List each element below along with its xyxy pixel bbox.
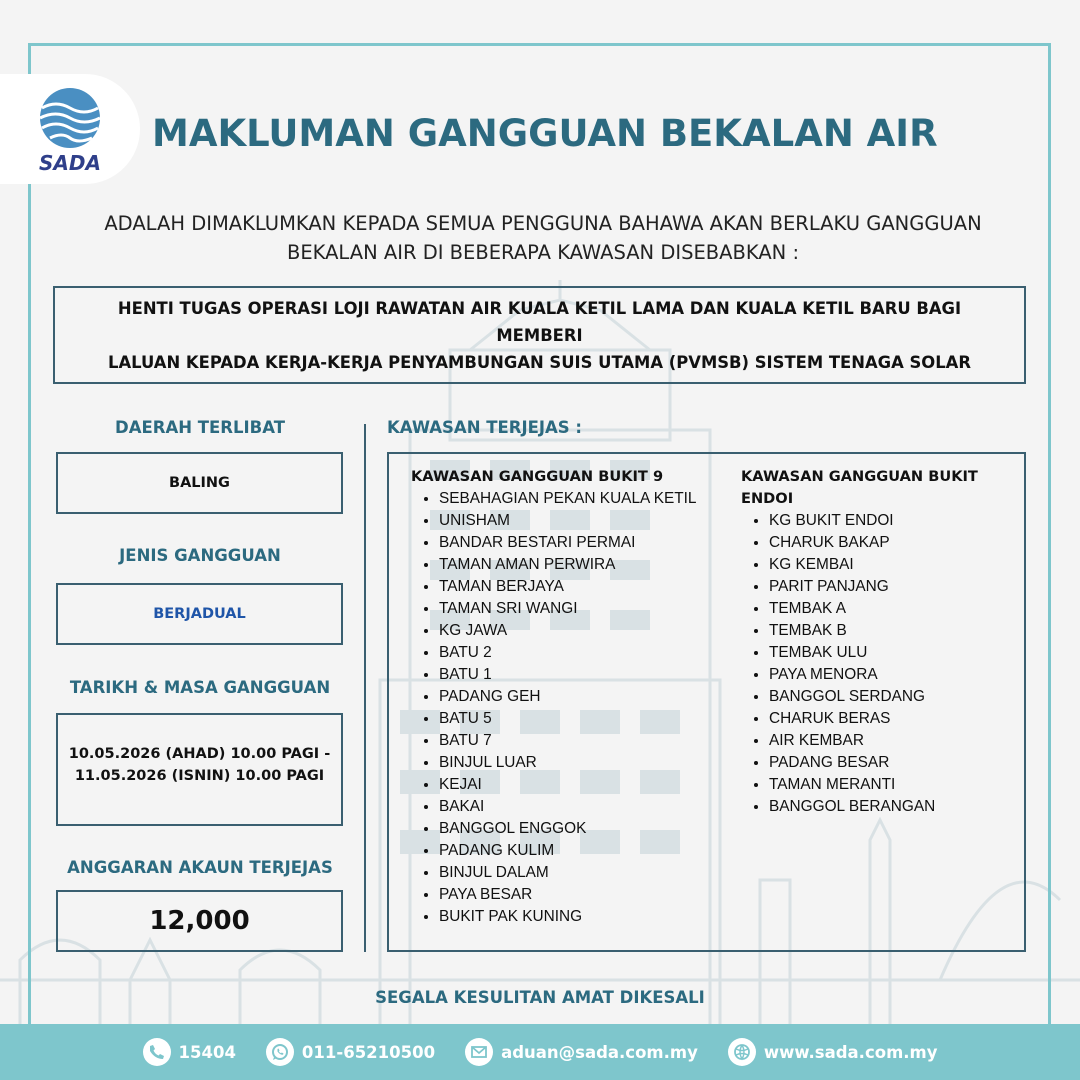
reason-text: [75, 295, 1004, 376]
logo-badge: [0, 74, 140, 184]
area-item: • BATU 7: [439, 730, 711, 752]
area-item: • BATU 1: [439, 664, 711, 686]
zone-title: KAWASAN GANGGUAN BUKIT 9: [411, 468, 664, 485]
intro-line: ADALAH DIMAKLUMKAN KEPADA SEMUA PENGGUNA BAHAWA AKAN BERLAKU GANGGUAN: [104, 212, 982, 235]
area-item: • PAYA BESAR: [439, 884, 711, 906]
area-item: • PADANG KULIM: [439, 840, 711, 862]
contact-website[interactable]: [728, 1038, 938, 1066]
area-item: • BANGGOL SERDANG: [769, 686, 1011, 708]
area-item: • AIR KEMBAR: [769, 730, 1011, 752]
zone-title: [741, 466, 1011, 510]
zone-title-line: ENDOI: [741, 490, 794, 507]
area-item: • KG KEMBAI: [769, 554, 1011, 576]
contact-whatsapp[interactable]: [266, 1038, 435, 1066]
globe-icon: [728, 1038, 756, 1066]
email-icon: [465, 1038, 493, 1066]
affected-areas-label: KAWASAN TERJEJAS :: [387, 418, 583, 437]
area-item: • TEMBAK A: [769, 598, 1011, 620]
contact-text: 011-65210500: [301, 1042, 436, 1062]
contact-text: aduan@sada.com.my: [501, 1042, 698, 1062]
area-item: • BUKIT PAK KUNING: [439, 906, 711, 928]
reason-line: LALUAN KEPADA KERJA-KERJA PENYAMBUNGAN SUIS UTAMA (PVMSB) SISTEM TENAGA SOLAR: [108, 352, 971, 372]
whatsapp-icon: [266, 1038, 294, 1066]
area-item: • BAKAI: [439, 796, 711, 818]
zone-list: [411, 488, 711, 928]
zone-list: [741, 510, 1011, 818]
reason-box: [53, 286, 1026, 384]
datetime-line: 11.05.2026 (ISNIN) 10.00 PAGI: [74, 768, 325, 784]
closing-note: SEGALA KESULITAN AMAT DIKESALI: [375, 988, 705, 1007]
intro-text: [60, 209, 1026, 267]
area-item: • TEMBAK ULU: [769, 642, 1011, 664]
page-title: MAKLUMAN GANGGUAN BEKALAN AIR: [152, 112, 938, 155]
affected-areas-box: [387, 452, 1026, 952]
contact-email[interactable]: [465, 1038, 698, 1066]
area-item: • CHARUK BERAS: [769, 708, 1011, 730]
area-item: • KG BUKIT ENDOI: [769, 510, 1011, 532]
area-item: • PADANG BESAR: [769, 752, 1011, 774]
area-item: • BANGGOL ENGGOK: [439, 818, 711, 840]
area-item: • TAMAN AMAN PERWIRA: [439, 554, 711, 576]
logo-text: SADA: [39, 151, 101, 175]
area-item: • BATU 5: [439, 708, 711, 730]
contact-text: 15404: [178, 1042, 236, 1062]
datetime-value: [56, 713, 343, 826]
accounts-value: 12,000: [56, 890, 343, 952]
phone-icon: [143, 1038, 171, 1066]
contact-phone[interactable]: [143, 1038, 236, 1066]
accounts-label: ANGGARAN AKAUN TERJEJAS: [67, 858, 333, 877]
disruption-type-value: BERJADUAL: [56, 583, 343, 645]
disruption-type-label: JENIS GANGGUAN: [119, 546, 281, 565]
area-item: • BANGGOL BERANGAN: [769, 796, 1011, 818]
zone-bukit-endoi: [741, 466, 1011, 818]
area-item: • PAYA MENORA: [769, 664, 1011, 686]
area-item: • TEMBAK B: [769, 620, 1011, 642]
contact-text: www.sada.com.my: [763, 1042, 938, 1062]
zone-bukit-9: [411, 466, 711, 928]
zone-title-line: KAWASAN GANGGUAN BUKIT: [741, 468, 978, 485]
area-item: • BANDAR BESTARI PERMAI: [439, 532, 711, 554]
area-item: • SEBAHAGIAN PEKAN KUALA KETIL: [439, 488, 711, 510]
district-value: BALING: [56, 452, 343, 514]
area-item: • TAMAN BERJAYA: [439, 576, 711, 598]
column-divider: [364, 424, 366, 952]
area-item: • CHARUK BAKAP: [769, 532, 1011, 554]
area-item: • UNISHAM: [439, 510, 711, 532]
area-item: • KEJAI: [439, 774, 711, 796]
area-item: • PADANG GEH: [439, 686, 711, 708]
reason-line: HENTI TUGAS OPERASI LOJI RAWATAN AIR KUALA KETIL LAMA DAN KUALA KETIL BARU BAGI MEMBERI: [117, 298, 962, 345]
area-item: • PARIT PANJANG: [769, 576, 1011, 598]
district-label: DAERAH TERLIBAT: [115, 418, 285, 437]
area-item: • KG JAWA: [439, 620, 711, 642]
datetime-label: TARIKH & MASA GANGGUAN: [69, 678, 331, 697]
area-item: • BINJUL LUAR: [439, 752, 711, 774]
area-item: • TAMAN MERANTI: [769, 774, 1011, 796]
contact-bar: [0, 1024, 1080, 1080]
area-item: • TAMAN SRI WANGI: [439, 598, 711, 620]
intro-line: BEKALAN AIR DI BEBERAPA KAWASAN DISEBABKAN :: [286, 241, 800, 264]
datetime-line: 10.05.2026 (AHAD) 10.00 PAGI -: [68, 746, 331, 762]
area-item: • BINJUL DALAM: [439, 862, 711, 884]
sada-wave-logo-icon: [36, 86, 104, 176]
area-item: • BATU 2: [439, 642, 711, 664]
